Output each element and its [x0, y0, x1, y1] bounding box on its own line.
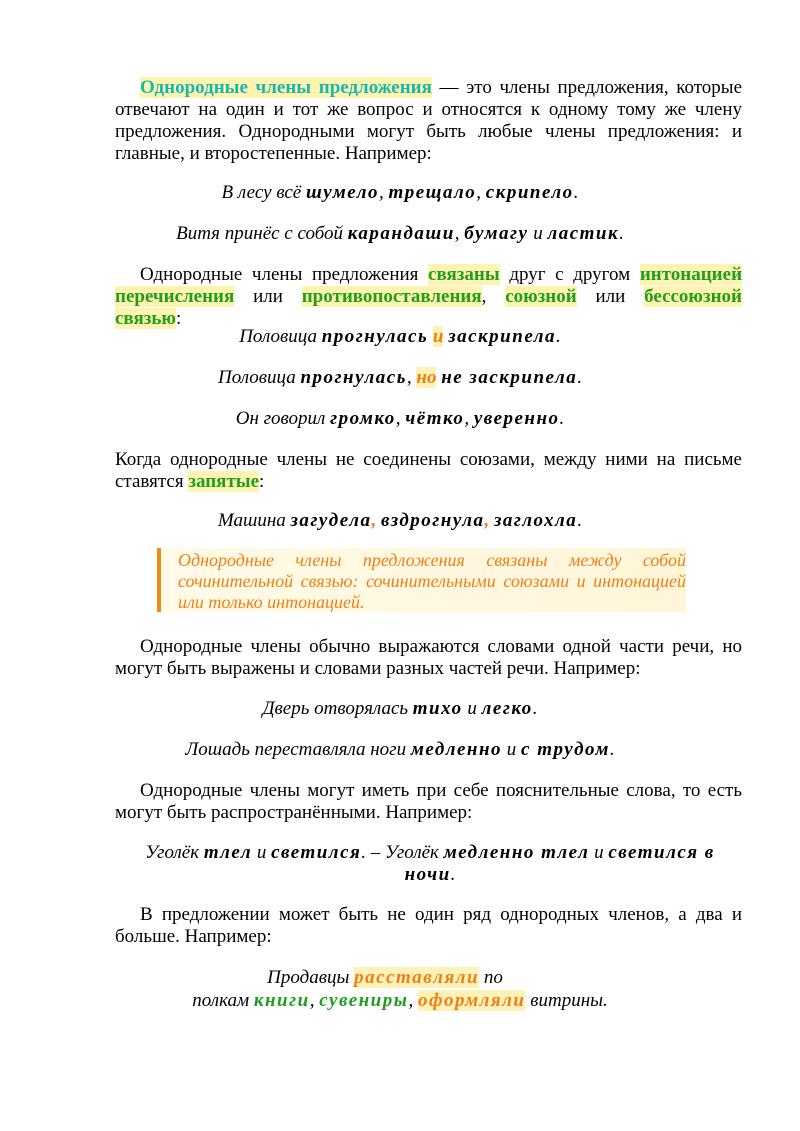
- example-text: Дверь отворялась: [262, 698, 413, 719]
- homogeneous-word: загудела: [290, 510, 372, 531]
- homogeneous-noun: сувениры: [319, 990, 409, 1011]
- definition-paragraph: [115, 77, 742, 165]
- separator: ,: [464, 408, 474, 429]
- homogeneous-verb: оформляли: [417, 990, 526, 1011]
- keyword-highlight: бессоюзной связью: [115, 286, 742, 329]
- period: .: [619, 223, 624, 244]
- text: или: [234, 286, 302, 307]
- separator: ,: [406, 367, 417, 388]
- example-4: [60, 367, 740, 389]
- parts-of-speech-paragraph: Однородные члены обычно выражаются словами одной части речи, но могут быть выражены и словами разных частей речи. Например:: [115, 636, 742, 679]
- multiple-rows-paragraph: В предложении может быть не один ряд однородных членов, а два и больше. Например:: [115, 904, 742, 947]
- example-5: [60, 408, 740, 430]
- text: друг с другом: [499, 264, 640, 285]
- homogeneous-word: карандаши: [347, 223, 455, 244]
- example-3: [60, 326, 740, 348]
- homogeneous-word: заскрипела: [448, 326, 557, 347]
- homogeneous-word: медленно тлел: [443, 842, 590, 863]
- rule-callout: [157, 548, 686, 612]
- separator: ,: [395, 408, 406, 429]
- example-2: [60, 223, 740, 245]
- example-text: Он говорил: [235, 408, 331, 429]
- period: .: [556, 326, 561, 347]
- homogeneous-word: светился в ночи: [404, 842, 715, 885]
- example-9: [125, 842, 735, 886]
- conjunction-highlight: но: [416, 367, 437, 388]
- homogeneous-word: тихо: [412, 698, 463, 719]
- period: .: [573, 182, 579, 203]
- homogeneous-word: громко: [330, 408, 396, 429]
- example-text: полкам: [192, 990, 254, 1011]
- example-7: [60, 698, 740, 720]
- homogeneous-verb: расставляли: [354, 967, 480, 988]
- conjunction-highlight: и: [432, 326, 444, 347]
- period: .: [450, 864, 456, 885]
- period: .: [559, 408, 565, 429]
- homogeneous-word: с трудом: [521, 739, 610, 760]
- homogeneous-word: прогнулась: [300, 367, 407, 388]
- example-6: [60, 510, 740, 532]
- homogeneous-word: уверенно: [473, 408, 560, 429]
- keyword-highlight: запятые: [188, 471, 260, 492]
- keyword-highlight: союзной: [505, 286, 577, 307]
- example-10-line-2: [60, 989, 740, 1012]
- homogeneous-word: прогнулась: [321, 326, 429, 347]
- text: ,: [481, 286, 506, 307]
- example-text: Половица: [239, 326, 322, 347]
- rule-callout-text: Однородные члены предложения связаны между собой сочинительной связью: сочинительными союзами и интонацией или только интонацией.: [178, 550, 686, 612]
- separator: и: [528, 223, 548, 244]
- example-text: Машина: [217, 510, 291, 531]
- text: Когда однородные члены не соединены союзами, между ними на письме ставятся: [115, 449, 742, 492]
- example-text: В лесу всё: [221, 182, 306, 203]
- example-text: Уголёк: [145, 842, 204, 863]
- text: или: [576, 286, 645, 307]
- separator: и: [502, 739, 522, 760]
- keyword-highlight: связаны: [428, 264, 500, 285]
- homogeneous-word: не заскрипела: [441, 367, 578, 388]
- definition-text: — это члены предложения, которые отвечают на один и тот же вопрос и относятся к одному тому же члену предложения. Однородными могут быть любые члены предложения: и главные, и второстепенные. Например:: [115, 77, 742, 164]
- homogeneous-word: трещало: [388, 182, 477, 203]
- text: :: [175, 308, 182, 329]
- homogeneous-word: шумело: [305, 182, 379, 203]
- period: .: [532, 698, 538, 719]
- example-10: [60, 966, 740, 1012]
- example-text: витрины.: [525, 990, 608, 1011]
- homogeneous-word: легко: [481, 698, 533, 719]
- example-text: Лошадь переставляла ноги: [185, 739, 411, 760]
- homogeneous-word: светился: [271, 842, 362, 863]
- homogeneous-word: чётко: [405, 408, 465, 429]
- homogeneous-word: заглохла: [494, 510, 578, 531]
- separator: ,: [309, 990, 320, 1011]
- text: :: [259, 471, 265, 492]
- example-8: [60, 739, 740, 761]
- example-1: [60, 182, 740, 204]
- homogeneous-word: тлел: [203, 842, 253, 863]
- period: .: [577, 510, 583, 531]
- homogeneous-word: ластик: [547, 223, 620, 244]
- period: .: [609, 739, 615, 760]
- separator: и: [252, 842, 272, 863]
- connection-paragraph: [115, 264, 742, 330]
- separator: ,: [454, 223, 465, 244]
- commas-paragraph: [115, 449, 742, 493]
- example-text: Половица: [217, 367, 301, 388]
- extended-members-paragraph: Однородные члены могут иметь при себе пояснительные слова, то есть могут быть распространёнными. Например:: [115, 780, 742, 823]
- example-10-line-1: [60, 966, 710, 989]
- comma-highlight: ,: [484, 510, 490, 531]
- comma-highlight: ,: [371, 510, 377, 531]
- example-text: Продавцы: [267, 967, 355, 988]
- separator: ,: [378, 182, 389, 203]
- keyword-highlight: противопоставления: [301, 286, 482, 307]
- homogeneous-word: вздрогнула: [380, 510, 485, 531]
- separator: ,: [408, 990, 418, 1011]
- example-text: . – Уголёк: [361, 842, 444, 863]
- example-text: Витя принёс с собой: [176, 223, 348, 244]
- period: .: [577, 367, 583, 388]
- keyword-highlight: интонацией перечисления: [115, 264, 743, 307]
- example-text: по: [479, 967, 503, 988]
- term-highlight: Однородные члены предложения: [140, 77, 432, 98]
- separator: и: [462, 698, 482, 719]
- separator: ,: [476, 182, 486, 203]
- text: Однородные члены предложения: [140, 264, 429, 285]
- homogeneous-word: скрипело: [485, 182, 574, 203]
- separator: и: [589, 842, 609, 863]
- homogeneous-word: бумагу: [464, 223, 529, 244]
- homogeneous-word: медленно: [410, 739, 503, 760]
- homogeneous-noun: книги: [253, 990, 310, 1011]
